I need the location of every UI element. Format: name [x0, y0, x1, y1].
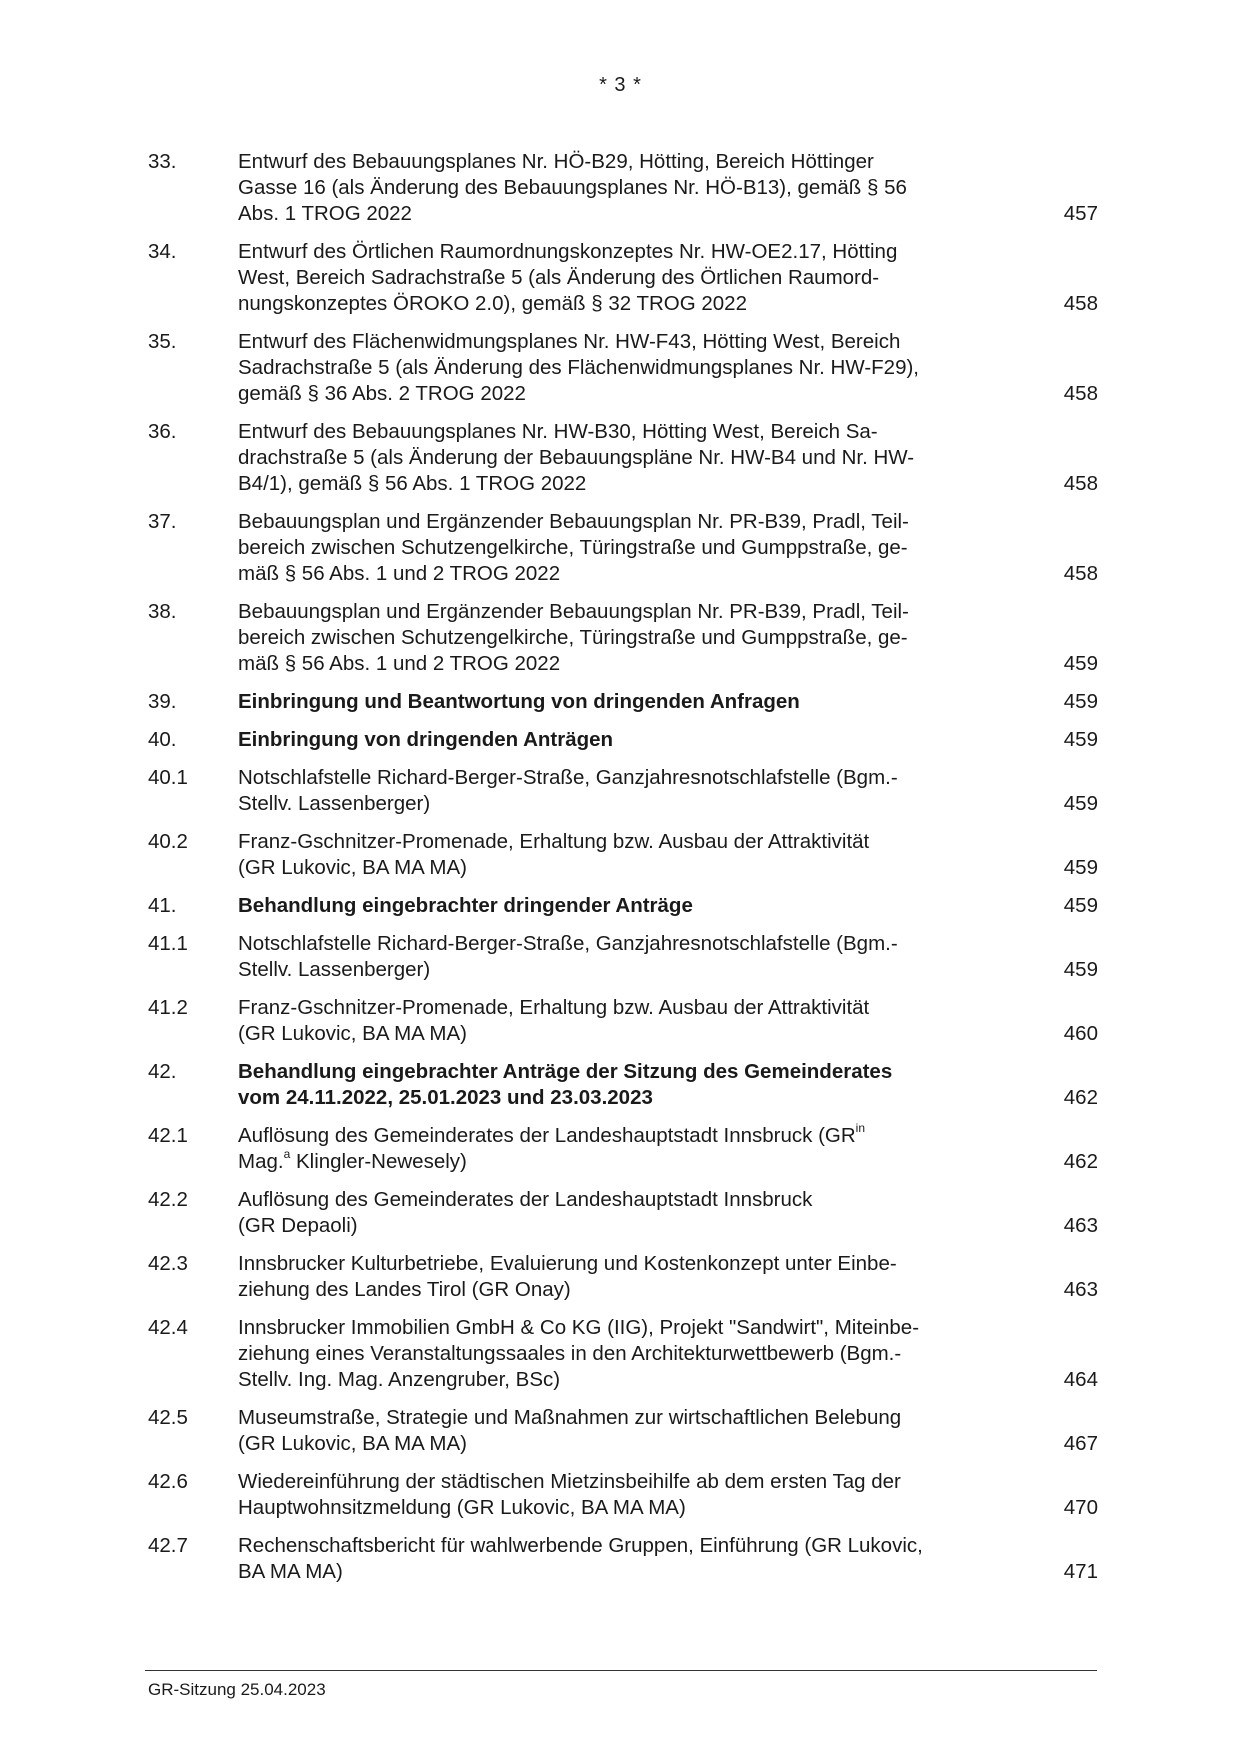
toc-entry-line: [238, 689, 1010, 715]
toc-entry-number: 42.3: [148, 1252, 188, 1275]
toc-entry-number: 42.4: [148, 1316, 188, 1339]
toc-entry-number: 42.2: [148, 1188, 188, 1211]
toc-entry: [148, 419, 1098, 497]
toc-entry-line-text: Bebauungsplan und Ergänzender Bebauungsplan Nr. PR-B39, Pradl, Teil-: [238, 510, 909, 533]
toc-entry-line-text: Stellv. Lassenberger): [238, 958, 431, 981]
toc-entry-line: [238, 599, 1010, 625]
toc-entry-line-text: Behandlung eingebrachter Anträge der Sitzung des Gemeinderates: [238, 1060, 893, 1083]
toc-entry-line-text: bereich zwischen Schutzengelkirche, Türingstraße und Gumppstraße, ge-: [238, 536, 908, 559]
toc-entry-line-text: BA MA MA): [238, 1560, 343, 1583]
toc-entry: [148, 765, 1098, 817]
toc-entry-line-text: vom 24.11.2022, 25.01.2023 und 23.03.2023: [238, 1086, 653, 1109]
toc-entry: [148, 329, 1098, 407]
toc-entry-line-text: Sadrachstraße 5 (als Änderung des Flächenwidmungsplanes Nr. HW-F29),: [238, 356, 919, 379]
toc-entry: [148, 829, 1098, 881]
toc-entry-line-text: (GR Lukovic, BA MA MA): [238, 1022, 467, 1045]
toc-entry-line: [238, 329, 1010, 355]
toc-entry-line-text: Innsbrucker Kulturbetriebe, Evaluierung und Kostenkonzept unter Einbe-: [238, 1252, 897, 1275]
toc-entry-page: 464: [1063, 1368, 1098, 1391]
toc-entry-line-text: Stellv. Lassenberger): [238, 792, 431, 815]
toc-entry-line: [238, 509, 1010, 535]
toc-entry-number: 34.: [148, 240, 177, 263]
toc-entry: [148, 1469, 1098, 1521]
toc-entry-line: [238, 201, 1010, 227]
toc-entry-title: [238, 239, 1010, 317]
footer-divider: [145, 1670, 1097, 1671]
toc-entry-title: [238, 893, 1010, 919]
toc-entry-title: [238, 1123, 1010, 1175]
toc-entry-line: [238, 1085, 1010, 1111]
toc-entry-title: [238, 931, 1010, 983]
toc-entry-page: 457: [1063, 202, 1098, 225]
toc-entry-line: [238, 1533, 1010, 1559]
toc-entry-line-text: mäß § 56 Abs. 1 und 2 TROG 2022: [238, 652, 561, 675]
toc-entry-number: 42.: [148, 1060, 177, 1083]
toc-entry: [148, 1251, 1098, 1303]
toc-entry-number: 40.2: [148, 830, 188, 853]
toc-entry-line-text: Abs. 1 TROG 2022: [238, 202, 412, 225]
toc-entry: [148, 1187, 1098, 1239]
toc-entry-page: 459: [1063, 728, 1098, 751]
toc-entry-title: [238, 1251, 1010, 1303]
toc-entry-number: 36.: [148, 420, 177, 443]
toc-entry-number: 39.: [148, 690, 177, 713]
toc-entry-line: [238, 931, 1010, 957]
toc-entry-line-text: gemäß § 36 Abs. 2 TROG 2022: [238, 382, 526, 405]
toc-entry: [148, 1059, 1098, 1111]
toc-entry-line-text: Entwurf des Örtlichen Raumordnungskonzeptes Nr. HW-OE2.17, Hötting: [238, 240, 898, 263]
toc-entry-page: 462: [1063, 1086, 1098, 1109]
superscript: in: [855, 1121, 865, 1136]
toc-entry-line: [238, 893, 1010, 919]
toc-entry: [148, 1533, 1098, 1585]
toc-entry-title: [238, 1187, 1010, 1239]
toc-entry-line: [238, 1149, 1010, 1175]
toc-entry-line: [238, 1213, 1010, 1239]
toc-entry-line-text: Mag.: [238, 1150, 284, 1173]
toc-entry-line-text: Auflösung des Gemeinderates der Landeshauptstadt Innsbruck: [238, 1188, 813, 1211]
toc-entry-line-text: Franz-Gschnitzer-Promenade, Erhaltung bzw. Ausbau der Attraktivität: [238, 996, 870, 1019]
toc-entry-number: 38.: [148, 600, 177, 623]
toc-entry: [148, 893, 1098, 919]
toc-entry-page: 470: [1063, 1496, 1098, 1519]
toc-entry-line-text: (GR Lukovic, BA MA MA): [238, 1432, 467, 1455]
toc-entry-title: [238, 599, 1010, 677]
toc-entry: [148, 239, 1098, 317]
toc-entry-number: 33.: [148, 150, 177, 173]
toc-entry-line-text: Notschlafstelle Richard-Berger-Straße, Ganzjahresnotschlafstelle (Bgm.-: [238, 932, 898, 955]
toc-entry-line: [238, 149, 1010, 175]
toc-entry: [148, 995, 1098, 1047]
toc-entry-line: [238, 1315, 1010, 1341]
table-of-contents: [148, 149, 1098, 1597]
toc-entry-line: [238, 265, 1010, 291]
toc-entry-line-text: (GR Depaoli): [238, 1214, 358, 1237]
toc-entry: [148, 149, 1098, 227]
toc-entry-title: [238, 995, 1010, 1047]
toc-entry-page: 459: [1063, 652, 1098, 675]
toc-entry-line: [238, 1341, 1010, 1367]
toc-entry-line: [238, 1251, 1010, 1277]
toc-entry-page: 458: [1063, 472, 1098, 495]
toc-entry-number: 42.7: [148, 1534, 188, 1557]
toc-entry-line: [238, 1367, 1010, 1393]
toc-entry-page: 459: [1063, 690, 1098, 713]
toc-entry-title: [238, 149, 1010, 227]
toc-entry-number: 41.2: [148, 996, 188, 1019]
toc-entry-line: [238, 829, 1010, 855]
toc-entry-line: [238, 561, 1010, 587]
toc-entry-line-text: Franz-Gschnitzer-Promenade, Erhaltung bzw. Ausbau der Attraktivität: [238, 830, 870, 853]
toc-entry-title: [238, 765, 1010, 817]
toc-entry-page: 467: [1063, 1432, 1098, 1455]
toc-entry-line: [238, 175, 1010, 201]
toc-entry-line-text: mäß § 56 Abs. 1 und 2 TROG 2022: [238, 562, 561, 585]
toc-entry-page: 463: [1063, 1278, 1098, 1301]
toc-entry: [148, 599, 1098, 677]
toc-entry-line-text: drachstraße 5 (als Änderung der Bebauungspläne Nr. HW-B4 und Nr. HW-: [238, 446, 915, 469]
toc-entry-line-text: Museumstraße, Strategie und Maßnahmen zur wirtschaftlichen Belebung: [238, 1406, 902, 1429]
toc-entry-line: [238, 1059, 1010, 1085]
toc-entry-line-text: Innsbrucker Immobilien GmbH & Co KG (IIG), Projekt "Sandwirt", Miteinbe-: [238, 1316, 920, 1339]
toc-entry-title: [238, 1469, 1010, 1521]
toc-entry-line: [238, 381, 1010, 407]
toc-entry-line: [238, 1469, 1010, 1495]
toc-entry-line: [238, 535, 1010, 561]
toc-entry-line-text: Bebauungsplan und Ergänzender Bebauungsplan Nr. PR-B39, Pradl, Teil-: [238, 600, 909, 623]
toc-entry-number: 37.: [148, 510, 177, 533]
toc-entry-line-text: Hauptwohnsitzmeldung (GR Lukovic, BA MA MA): [238, 1496, 686, 1519]
toc-entry-line: [238, 791, 1010, 817]
toc-entry-line-text: Entwurf des Bebauungsplanes Nr. HW-B30, Hötting West, Bereich Sa-: [238, 420, 878, 443]
toc-entry: [148, 509, 1098, 587]
toc-entry-title: [238, 1533, 1010, 1585]
toc-entry-line: [238, 1277, 1010, 1303]
toc-entry-page: 458: [1063, 292, 1098, 315]
toc-entry-line: [238, 291, 1010, 317]
toc-entry-line-text: (GR Lukovic, BA MA MA): [238, 856, 467, 879]
footer-text: GR-Sitzung 25.04.2023: [148, 1680, 326, 1699]
toc-entry-number: 40.1: [148, 766, 188, 789]
toc-entry-number: 41.: [148, 894, 177, 917]
toc-entry-line: [238, 1187, 1010, 1213]
toc-entry-line: [238, 995, 1010, 1021]
toc-entry-title: [238, 689, 1010, 715]
toc-entry-line: [238, 1123, 1010, 1149]
toc-entry-line: [238, 1431, 1010, 1457]
toc-entry: [148, 1315, 1098, 1393]
toc-entry-page: 463: [1063, 1214, 1098, 1237]
toc-entry-page: 458: [1063, 562, 1098, 585]
toc-entry-number: 42.6: [148, 1470, 188, 1493]
toc-entry-line: [238, 1021, 1010, 1047]
toc-entry: [148, 689, 1098, 715]
toc-entry-title: [238, 829, 1010, 881]
toc-entry-line: [238, 957, 1010, 983]
toc-entry-number: 42.5: [148, 1406, 188, 1429]
toc-entry-page: 462: [1063, 1150, 1098, 1173]
toc-entry-line-text: ziehung des Landes Tirol (GR Onay): [238, 1278, 571, 1301]
toc-entry-line-text: B4/1), gemäß § 56 Abs. 1 TROG 2022: [238, 472, 587, 495]
toc-entry-title: [238, 329, 1010, 407]
toc-entry-number: 41.1: [148, 932, 188, 955]
toc-entry-line: [238, 1559, 1010, 1585]
toc-entry-line: [238, 651, 1010, 677]
toc-entry-page: 459: [1063, 958, 1098, 981]
toc-entry-line: [238, 765, 1010, 791]
toc-entry-line: [238, 445, 1010, 471]
superscript: a: [283, 1147, 291, 1162]
toc-entry-line: [238, 727, 1010, 753]
toc-entry-line-text: Entwurf des Bebauungsplanes Nr. HÖ-B29, Hötting, Bereich Höttinger: [238, 150, 874, 173]
toc-entry-title: [238, 727, 1010, 753]
page-number: * 3 *: [599, 74, 642, 96]
toc-entry-line: [238, 471, 1010, 497]
toc-entry-line-text: nungskonzeptes ÖROKO 2.0), gemäß § 32 TROG 2022: [238, 292, 747, 315]
toc-entry-line: [238, 355, 1010, 381]
toc-entry-line-text: Klingler-Newesely): [290, 1150, 467, 1173]
toc-entry-title: [238, 1059, 1010, 1111]
toc-entry: [148, 931, 1098, 983]
toc-entry: [148, 727, 1098, 753]
toc-entry-page: 459: [1063, 856, 1098, 879]
toc-entry-line-text: ziehung eines Veranstaltungssaales in den Architekturwettbewerb (Bgm.-: [238, 1342, 902, 1365]
toc-entry-page: 459: [1063, 894, 1098, 917]
toc-entry-line-text: bereich zwischen Schutzengelkirche, Türingstraße und Gumppstraße, ge-: [238, 626, 908, 649]
toc-entry-title: [238, 509, 1010, 587]
toc-entry-line-text: Gasse 16 (als Änderung des Bebauungsplanes Nr. HÖ-B13), gemäß § 56: [238, 176, 907, 199]
toc-entry-line-text: Notschlafstelle Richard-Berger-Straße, Ganzjahresnotschlafstelle (Bgm.-: [238, 766, 898, 789]
toc-entry: [148, 1123, 1098, 1175]
toc-entry-line: [238, 855, 1010, 881]
toc-entry-page: 458: [1063, 382, 1098, 405]
toc-entry-line-text: Einbringung und Beantwortung von dringenden Anfragen: [238, 690, 800, 713]
toc-entry-line-text: Wiedereinführung der städtischen Mietzinsbeihilfe ab dem ersten Tag der: [238, 1470, 901, 1493]
toc-entry-line-text: Einbringung von dringenden Anträgen: [238, 728, 614, 751]
toc-entry-line-text: Entwurf des Flächenwidmungsplanes Nr. HW-F43, Hötting West, Bereich: [238, 330, 901, 353]
toc-entry-title: [238, 1405, 1010, 1457]
toc-entry-line: [238, 1405, 1010, 1431]
toc-entry-line-text: Auflösung des Gemeinderates der Landeshauptstadt Innsbruck (GR: [238, 1124, 856, 1147]
toc-entry-page: 460: [1063, 1022, 1098, 1045]
toc-entry-line: [238, 625, 1010, 651]
toc-entry-line-text: West, Bereich Sadrachstraße 5 (als Änderung des Örtlichen Raumord-: [238, 266, 880, 289]
toc-entry-number: 40.: [148, 728, 177, 751]
toc-entry-title: [238, 419, 1010, 497]
toc-entry-number: 35.: [148, 330, 177, 353]
toc-entry-line-text: Stellv. Ing. Mag. Anzengruber, BSc): [238, 1368, 561, 1391]
toc-entry-line: [238, 1495, 1010, 1521]
toc-entry-line: [238, 239, 1010, 265]
toc-entry-line-text: Behandlung eingebrachter dringender Anträge: [238, 894, 693, 917]
toc-entry-number: 42.1: [148, 1124, 188, 1147]
toc-entry-page: 471: [1063, 1560, 1098, 1583]
toc-entry-title: [238, 1315, 1010, 1393]
toc-entry: [148, 1405, 1098, 1457]
toc-entry-line-text: Rechenschaftsbericht für wahlwerbende Gruppen, Einführung (GR Lukovic,: [238, 1534, 923, 1557]
toc-entry-page: 459: [1063, 792, 1098, 815]
toc-entry-line: [238, 419, 1010, 445]
